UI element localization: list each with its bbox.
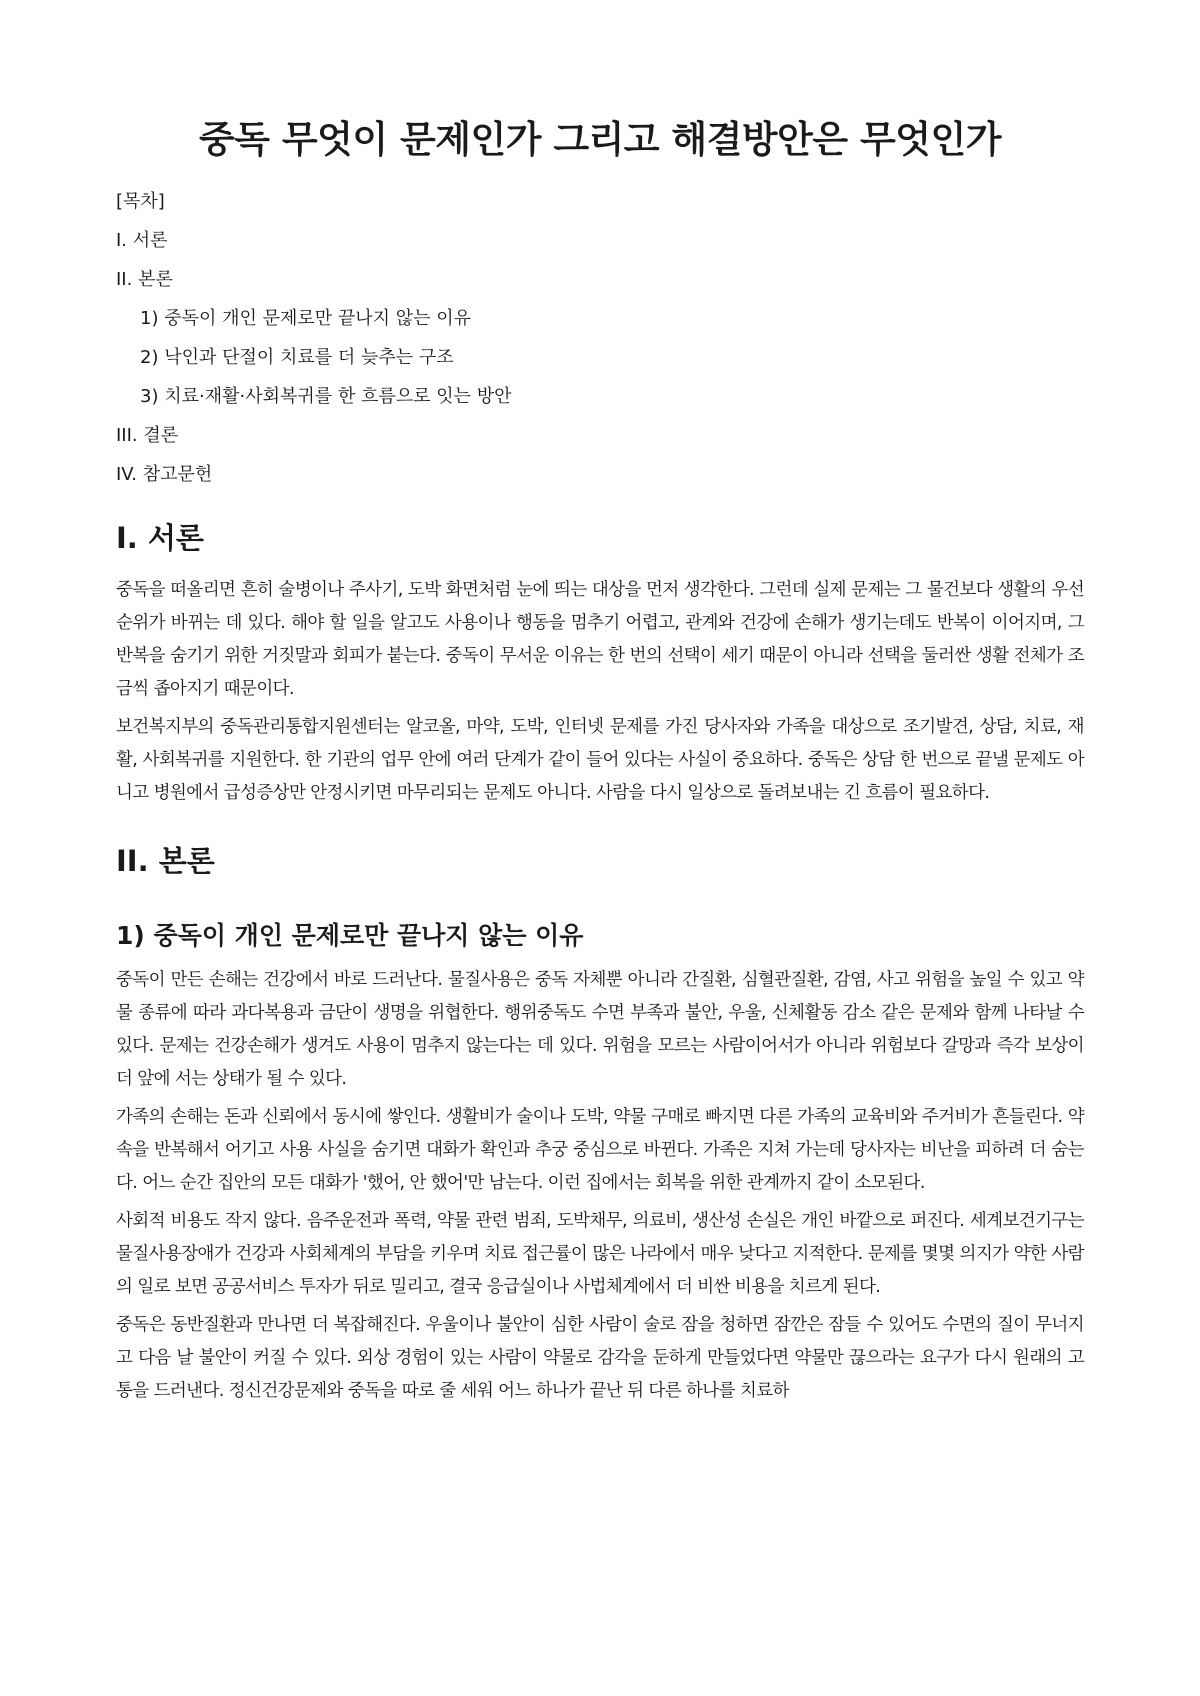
body-paragraph: 사회적 비용도 작지 않다. 음주운전과 폭력, 약물 관련 범죄, 도박채무, 의료비, 생산성 손실은 개인 바깥으로 퍼진다. 세계보건기구는 물질사용장애가 건강과 사회체계의 부담을 키우며 치료 접근률이 많은 나라에서 매우 낮다고 지적한다. 문제를 몇몇 의지가 약한 사람의 일로 보면 공공서비스 투자가 뒤로 밀리고, 결국 응급실이나 사법체계에서 더 비싼 비용을 치르게 된다.: [116, 1211, 1084, 1297]
toc-item-body-3: 3) 치료·재활·사회복귀를 한 흐름으로 잇는 방안: [140, 386, 512, 407]
subsection-heading-body-1: 1) 중독이 개인 문제로만 끝나지 않는 이유: [116, 921, 584, 950]
toc-item-references: IV. 참고문헌: [116, 464, 213, 485]
table-of-contents: [116, 182, 1084, 494]
introduction-paragraph: 보건복지부의 중독관리통합지원센터는 알코올, 마약, 도박, 인터넷 문제를 가진 당사자와 가족을 대상으로 조기발견, 상담, 치료, 재활, 사회복귀를 지원한다. 한 기관의 업무 안에 여러 단계가 같이 들어 있다는 사실이 중요하다. 중독은 상담 한 번으로 끝낼 문제도 아니고 병원에서 급성증상만 안정시키면 마무리되는 문제도 아니다. 사람을 다시 일상으로 돌려보내는 긴 흐름이 필요하다.: [116, 717, 1084, 803]
document-title: 중독 무엇이 문제인가 그리고 해결방안은 무엇인가: [199, 118, 1001, 161]
toc-heading: [목차]: [116, 191, 165, 212]
toc-item-introduction: I. 서론: [116, 230, 168, 251]
introduction-paragraph: 중독을 떠올리면 흔히 술병이나 주사기, 도박 화면처럼 눈에 띄는 대상을 먼저 생각한다. 그런데 실제 문제는 그 물건보다 생활의 우선순위가 바뀌는 데 있다. 해야 할 일을 알고도 사용이나 행동을 멈추기 어렵고, 관계와 건강에 손해가 생기는데도 반복이 이어지며, 그 반복을 숨기기 위한 거짓말과 회피가 붙는다. 중독이 무서운 이유는 한 번의 선택이 세기 때문이 아니라 선택을 둘러싼 생활 전체가 조금씩 좁아지기 때문이다.: [116, 580, 1084, 699]
toc-item-body-1: 1) 중독이 개인 문제로만 끝나지 않는 이유: [140, 308, 472, 329]
body-paragraph: 중독이 만든 손해는 건강에서 바로 드러난다. 물질사용은 중독 자체뿐 아니라 간질환, 심혈관질환, 감염, 사고 위험을 높일 수 있고 약물 종류에 따라 과다복용과 금단이 생명을 위협한다. 행위중독도 수면 부족과 불안, 우울, 신체활동 감소 같은 문제와 함께 나타날 수 있다. 문제는 건강손해가 생겨도 사용이 멈추지 않는다는 데 있다. 위험을 모르는 사람이어서가 아니라 위험보다 갈망과 즉각 보상이 더 앞에 서는 상태가 될 수 있다.: [116, 970, 1084, 1089]
toc-item-body: II. 본론: [116, 269, 173, 290]
body-paragraph: 중독은 동반질환과 만나면 더 복잡해진다. 우울이나 불안이 심한 사람이 술로 잠을 청하면 잠깐은 잠들 수 있어도 수면의 질이 무너지고 다음 날 불안이 커질 수 있다. 외상 경험이 있는 사람이 약물로 감각을 둔하게 만들었다면 약물만 끊으라는 요구가 다시 원래의 고통을 드러낸다. 정신건강문제와 중독을 따로 줄 세워 어느 하나가 끝난 뒤 다른 하나를 치료하: [116, 1315, 1084, 1401]
toc-item-body-2: 2) 낙인과 단절이 치료를 더 늦추는 구조: [140, 347, 454, 368]
section-heading-introduction: I. 서론: [116, 521, 204, 555]
section-heading-body: II. 본론: [116, 844, 215, 878]
toc-item-conclusion: III. 결론: [116, 425, 179, 446]
body-paragraph: 가족의 손해는 돈과 신뢰에서 동시에 쌓인다. 생활비가 술이나 도박, 약물 구매로 빠지면 다른 가족의 교육비와 주거비가 흔들린다. 약속을 반복해서 어기고 사용 사실을 숨기면 대화가 확인과 추궁 중심으로 바뀐다. 가족은 지쳐 가는데 당사자는 비난을 피하려 더 숨는다. 어느 순간 집안의 모든 대화가 '했어, 안 했어'만 남는다. 이런 집에서는 회복을 위한 관계까지 같이 소모된다.: [116, 1107, 1084, 1193]
